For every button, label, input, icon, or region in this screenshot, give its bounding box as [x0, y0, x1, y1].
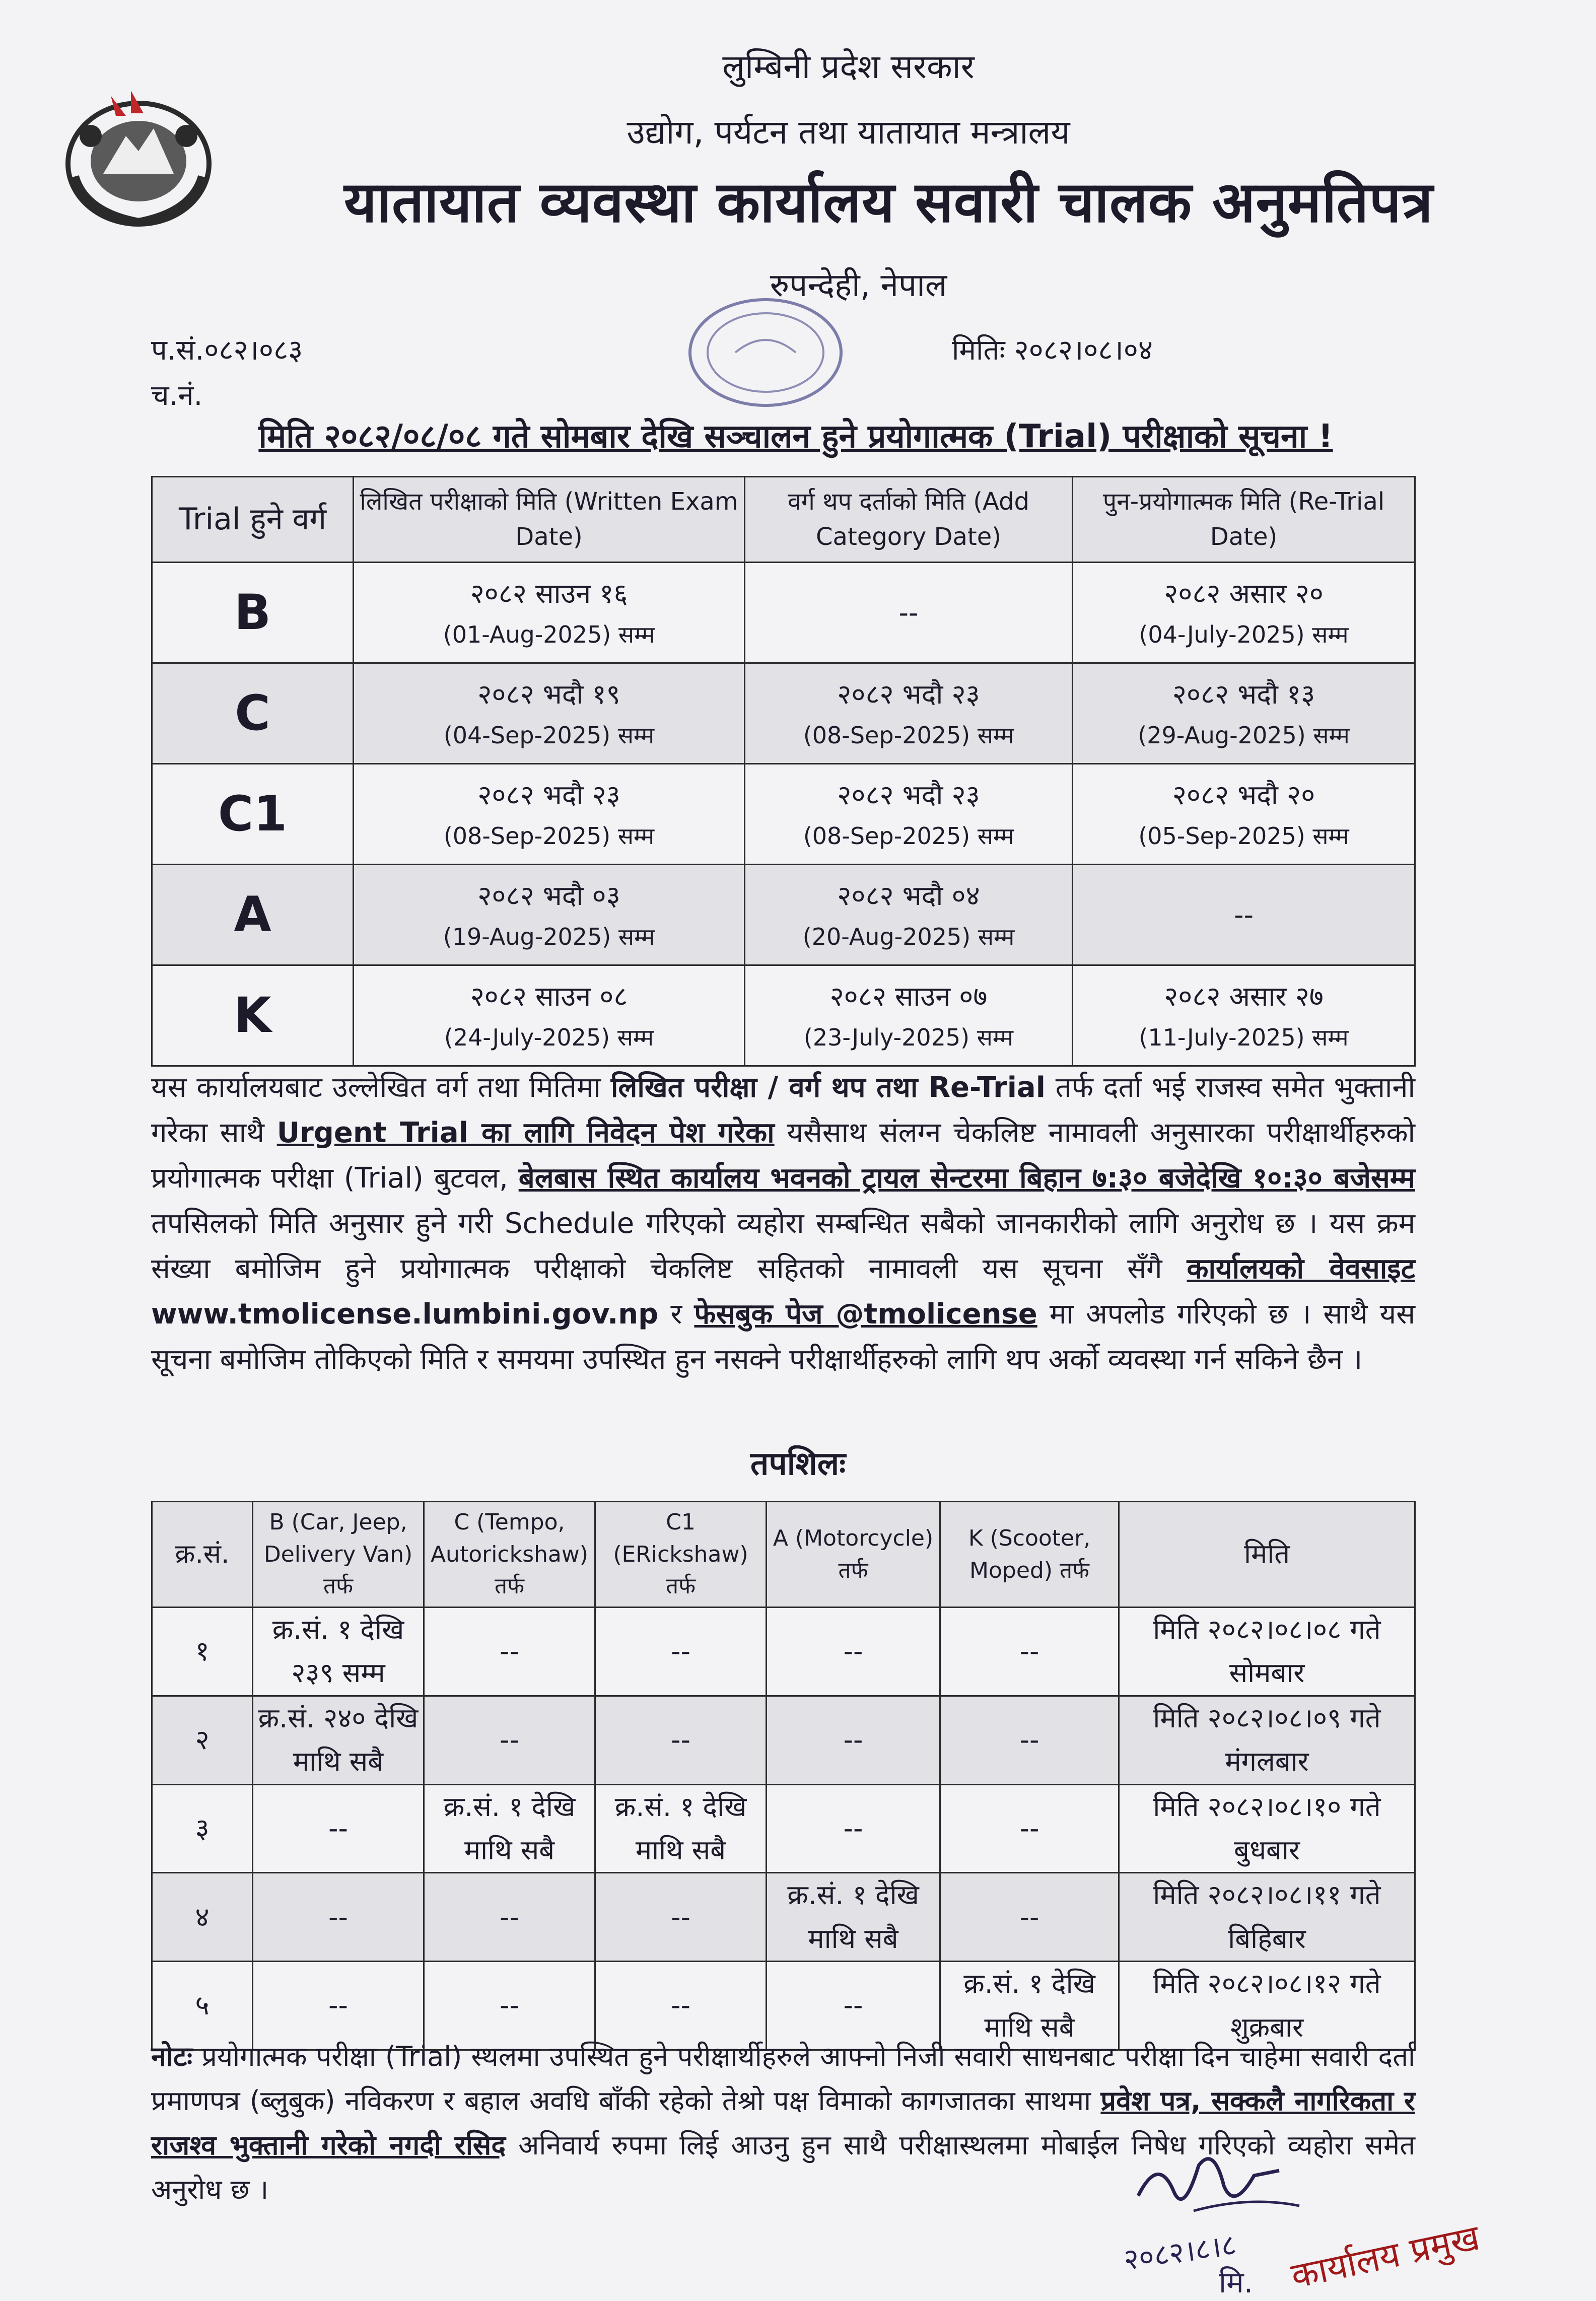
- date-cell: मिति २०८२।०८।०९ गते मंगलबार: [1119, 1696, 1415, 1784]
- c-cell: --: [424, 1608, 595, 1696]
- facebook-page-link[interactable]: फेसबुक पेज @tmolicense: [694, 1298, 1037, 1331]
- trial-category-table: [151, 476, 1416, 1067]
- table-row: [152, 563, 1415, 663]
- table-header-row: [152, 477, 1415, 563]
- notice-body: यस कार्यालयबाट उल्लेखित वर्ग तथा मितिमा लिखित परीक्षा / वर्ग थप तथा Re-Trial तर्फ दर्ता भई राजस्व समेत भुक्तानी गरेका साथै Urgent Trial का लागि निवेदन पेश गरेका यसैसाथ संलग्न चेकलिष्ट नामावली अनुसारका परीक्षार्थीहरुको प्रयोगात्मक परीक्षा (Trial) बुटवल, बेलबास स्थित कार्यालय भवनको ट्रायल सेन्टरमा बिहान ७:३० बजेदेखि १०:३० बजेसम्म तपसिलको मिति अनुसार हुने गरी Schedule गरिएको व्यहोरा सम्बन्धित सबैको जानकारीको लागि अनुरोध छ । यस क्रम संख्या बमोजिम हुने प्रयोगात्मक परीक्षाको चेकलिष्ट सहितको नामावली यस सूचना सँगै कार्यालयको वेवसाइट www.tmolicense.lumbini.gov.np र फेसबुक पेज @tmolicense मा अपलोड गरिएको छ । साथै यस सूचना बमोजिम तोकिएको मिति र समयमा उपस्थित हुन नसक्ने परीक्षार्थीहरुको लागि थप अर्को व्यवस्था गर्न सकिने छैन ।: [151, 1071, 1416, 1376]
- table-row: [152, 1784, 1415, 1873]
- add-date-cell: २०८२ भदौ २३ (08-Sep-2025) सम्म: [745, 764, 1073, 865]
- table-row: [152, 1608, 1415, 1696]
- a-cell: --: [767, 1962, 940, 2050]
- serial-cell: ४: [152, 1873, 253, 1962]
- date-cell: मिति २०८२।०८।१२ गते शुक्रबार: [1119, 1962, 1415, 2050]
- written-date-cell: २०८२ साउन ०८ (24-July-2025) सम्म: [354, 965, 745, 1066]
- category-cell: C1: [152, 764, 354, 865]
- column-header: K (Scooter, Moped) तर्फ: [940, 1502, 1119, 1608]
- c1-cell: --: [595, 1608, 767, 1696]
- column-header: वर्ग थप दर्ताको मिति (Add Category Date): [745, 477, 1073, 563]
- date-cell: मिति २०८२।०८।१० गते बुधबार: [1119, 1784, 1415, 1873]
- a-cell: --: [767, 1608, 940, 1696]
- a-cell: --: [767, 1784, 940, 1873]
- table-row: [152, 1873, 1415, 1962]
- office-name: यातायात व्यवस्था कार्यालय सवारी चालक अनुमतिपत्र: [344, 170, 1433, 235]
- serial-cell: १: [152, 1608, 253, 1696]
- table-row: [152, 764, 1415, 865]
- b-cell: --: [253, 1962, 424, 2050]
- c-cell: --: [424, 1696, 595, 1784]
- a-cell: --: [767, 1696, 940, 1784]
- written-date-cell: २०८२ भदौ ०३ (19-Aug-2025) सम्म: [354, 865, 745, 965]
- signature-date: २०८२।८।८: [1121, 2227, 1238, 2277]
- written-date-cell: २०८२ भदौ २३ (08-Sep-2025) सम्म: [354, 764, 745, 865]
- k-cell: --: [940, 1873, 1119, 1962]
- office-stamp-icon: [660, 282, 871, 413]
- b-cell: --: [253, 1873, 424, 1962]
- add-date-cell: २०८२ भदौ ०४ (20-Aug-2025) सम्म: [745, 865, 1073, 965]
- k-cell: --: [940, 1784, 1119, 1873]
- k-cell: --: [940, 1696, 1119, 1784]
- category-cell: B: [152, 563, 354, 663]
- notice-title: मिति २०८२/०८/०८ गते सोमबार देखि सञ्चालन हुने प्रयोगात्मक (Trial) परीक्षाको सूचना !: [258, 418, 1333, 455]
- c-cell: --: [424, 1873, 595, 1962]
- column-header: Trial हुने वर्ग: [152, 477, 354, 563]
- office-location: रुपन्देही, नेपाल: [770, 267, 947, 304]
- website-label: कार्यालयको वेवसाइट: [1187, 1252, 1415, 1285]
- c-cell: क्र.सं. १ देखि माथि सबै: [424, 1784, 595, 1873]
- date-cell: मिति २०८२।०८।११ गते बिहिबार: [1119, 1873, 1415, 1962]
- table-header-row: [152, 1502, 1415, 1608]
- note-label: नोटः: [151, 2041, 193, 2072]
- letter-number: प.सं.०८२।०८३: [151, 334, 303, 367]
- category-cell: K: [152, 965, 354, 1066]
- retrial-date-cell: --: [1073, 865, 1415, 965]
- retrial-date-cell: २०८२ भदौ १३ (29-Aug-2025) सम्म: [1073, 663, 1415, 764]
- column-header: क्र.सं.: [152, 1502, 253, 1608]
- retrial-date-cell: २०८२ भदौ २० (05-Sep-2025) सम्म: [1073, 764, 1415, 865]
- serial-cell: ५: [152, 1962, 253, 2050]
- b-cell: क्र.सं. १ देखि २३९ सम्म: [253, 1608, 424, 1696]
- column-header: A (Motorcycle) तर्फ: [767, 1502, 940, 1608]
- column-header: B (Car, Jeep, Delivery Van) तर्फ: [253, 1502, 424, 1608]
- issue-date: मितिः २०८२।०८।०४: [952, 334, 1153, 367]
- c1-cell: क्र.सं. १ देखि माथि सबै: [595, 1784, 767, 1873]
- column-header: पुन-प्रयोगात्मक मिति (Re-Trial Date): [1073, 477, 1415, 563]
- written-date-cell: २०८२ भदौ १९ (04-Sep-2025) सम्म: [354, 663, 745, 764]
- c1-cell: --: [595, 1696, 767, 1784]
- signature-prefix: मि.: [1219, 2265, 1254, 2299]
- category-cell: C: [152, 663, 354, 764]
- column-header: C1 (ERickshaw) तर्फ: [595, 1502, 767, 1608]
- dispatch-number: च.नं.: [151, 379, 203, 412]
- date-cell: मिति २०८२।०८।०८ गते सोमबार: [1119, 1608, 1415, 1696]
- schedule-title: तपशिलः: [750, 1445, 846, 1483]
- retrial-date-cell: २०८२ असार २० (04-July-2025) सम्म: [1073, 563, 1415, 663]
- serial-cell: ३: [152, 1784, 253, 1873]
- c-cell: --: [424, 1962, 595, 2050]
- table-row: [152, 865, 1415, 965]
- b-cell: क्र.सं. २४० देखि माथि सबै: [253, 1696, 424, 1784]
- retrial-date-cell: २०८२ असार २७ (11-July-2025) सम्म: [1073, 965, 1415, 1066]
- c1-cell: --: [595, 1962, 767, 2050]
- a-cell: क्र.सं. १ देखि माथि सबै: [767, 1873, 940, 1962]
- category-cell: A: [152, 865, 354, 965]
- website-link[interactable]: www.tmolicense.lumbini.gov.np: [151, 1298, 659, 1331]
- schedule-table: [151, 1501, 1416, 2051]
- column-header: C (Tempo, Autorickshaw) तर्फ: [424, 1502, 595, 1608]
- office-head-stamp: कार्यालय प्रमुख: [1287, 2216, 1483, 2297]
- column-header: मिति: [1119, 1502, 1415, 1608]
- add-date-cell: --: [745, 563, 1073, 663]
- table-row: [152, 1696, 1415, 1784]
- c1-cell: --: [595, 1873, 767, 1962]
- serial-cell: २: [152, 1696, 253, 1784]
- table-row: [152, 965, 1415, 1066]
- note-paragraph: नोटः प्रयोगात्मक परीक्षा (Trial) स्थलमा उपस्थित हुने परीक्षार्थीहरुले आफ्नो निजी सवारी साधनबाट परीक्षा दिन चाहेमा सवारी दर्ता प्रमाणपत्र (ब्लुबुक) नविकरण र बहाल अवधि बाँकी रहेको तेश्रो पक्ष विमाको कागजातका साथमा प्रवेश पत्र, सक्कलै नागरिकता र राजश्व भुक्तानी गरेको नगदी रसिद अनिवार्य रुपमा लिई आउनु हुन साथै परीक्षास्थलमा मोबाईल निषेध गरिएको व्यहोरा समेत अनुरोध छ ।: [151, 2041, 1415, 2205]
- ministry-name: उद्योग, पर्यटन तथा यातायात मन्त्रालय: [627, 113, 1070, 152]
- add-date-cell: २०८२ भदौ २३ (08-Sep-2025) सम्म: [745, 663, 1073, 764]
- province-government: लुम्बिनी प्रदेश सरकार: [722, 47, 975, 86]
- k-cell: --: [940, 1608, 1119, 1696]
- written-date-cell: २०८२ साउन १६ (01-Aug-2025) सम्म: [354, 563, 745, 663]
- table-row: [152, 663, 1415, 764]
- k-cell: क्र.सं. १ देखि माथि सबै: [940, 1962, 1119, 2050]
- add-date-cell: २०८२ साउन ०७ (23-July-2025) सम्म: [745, 965, 1073, 1066]
- column-header: लिखित परीक्षाको मिति (Written Exam Date): [354, 477, 745, 563]
- b-cell: --: [253, 1784, 424, 1873]
